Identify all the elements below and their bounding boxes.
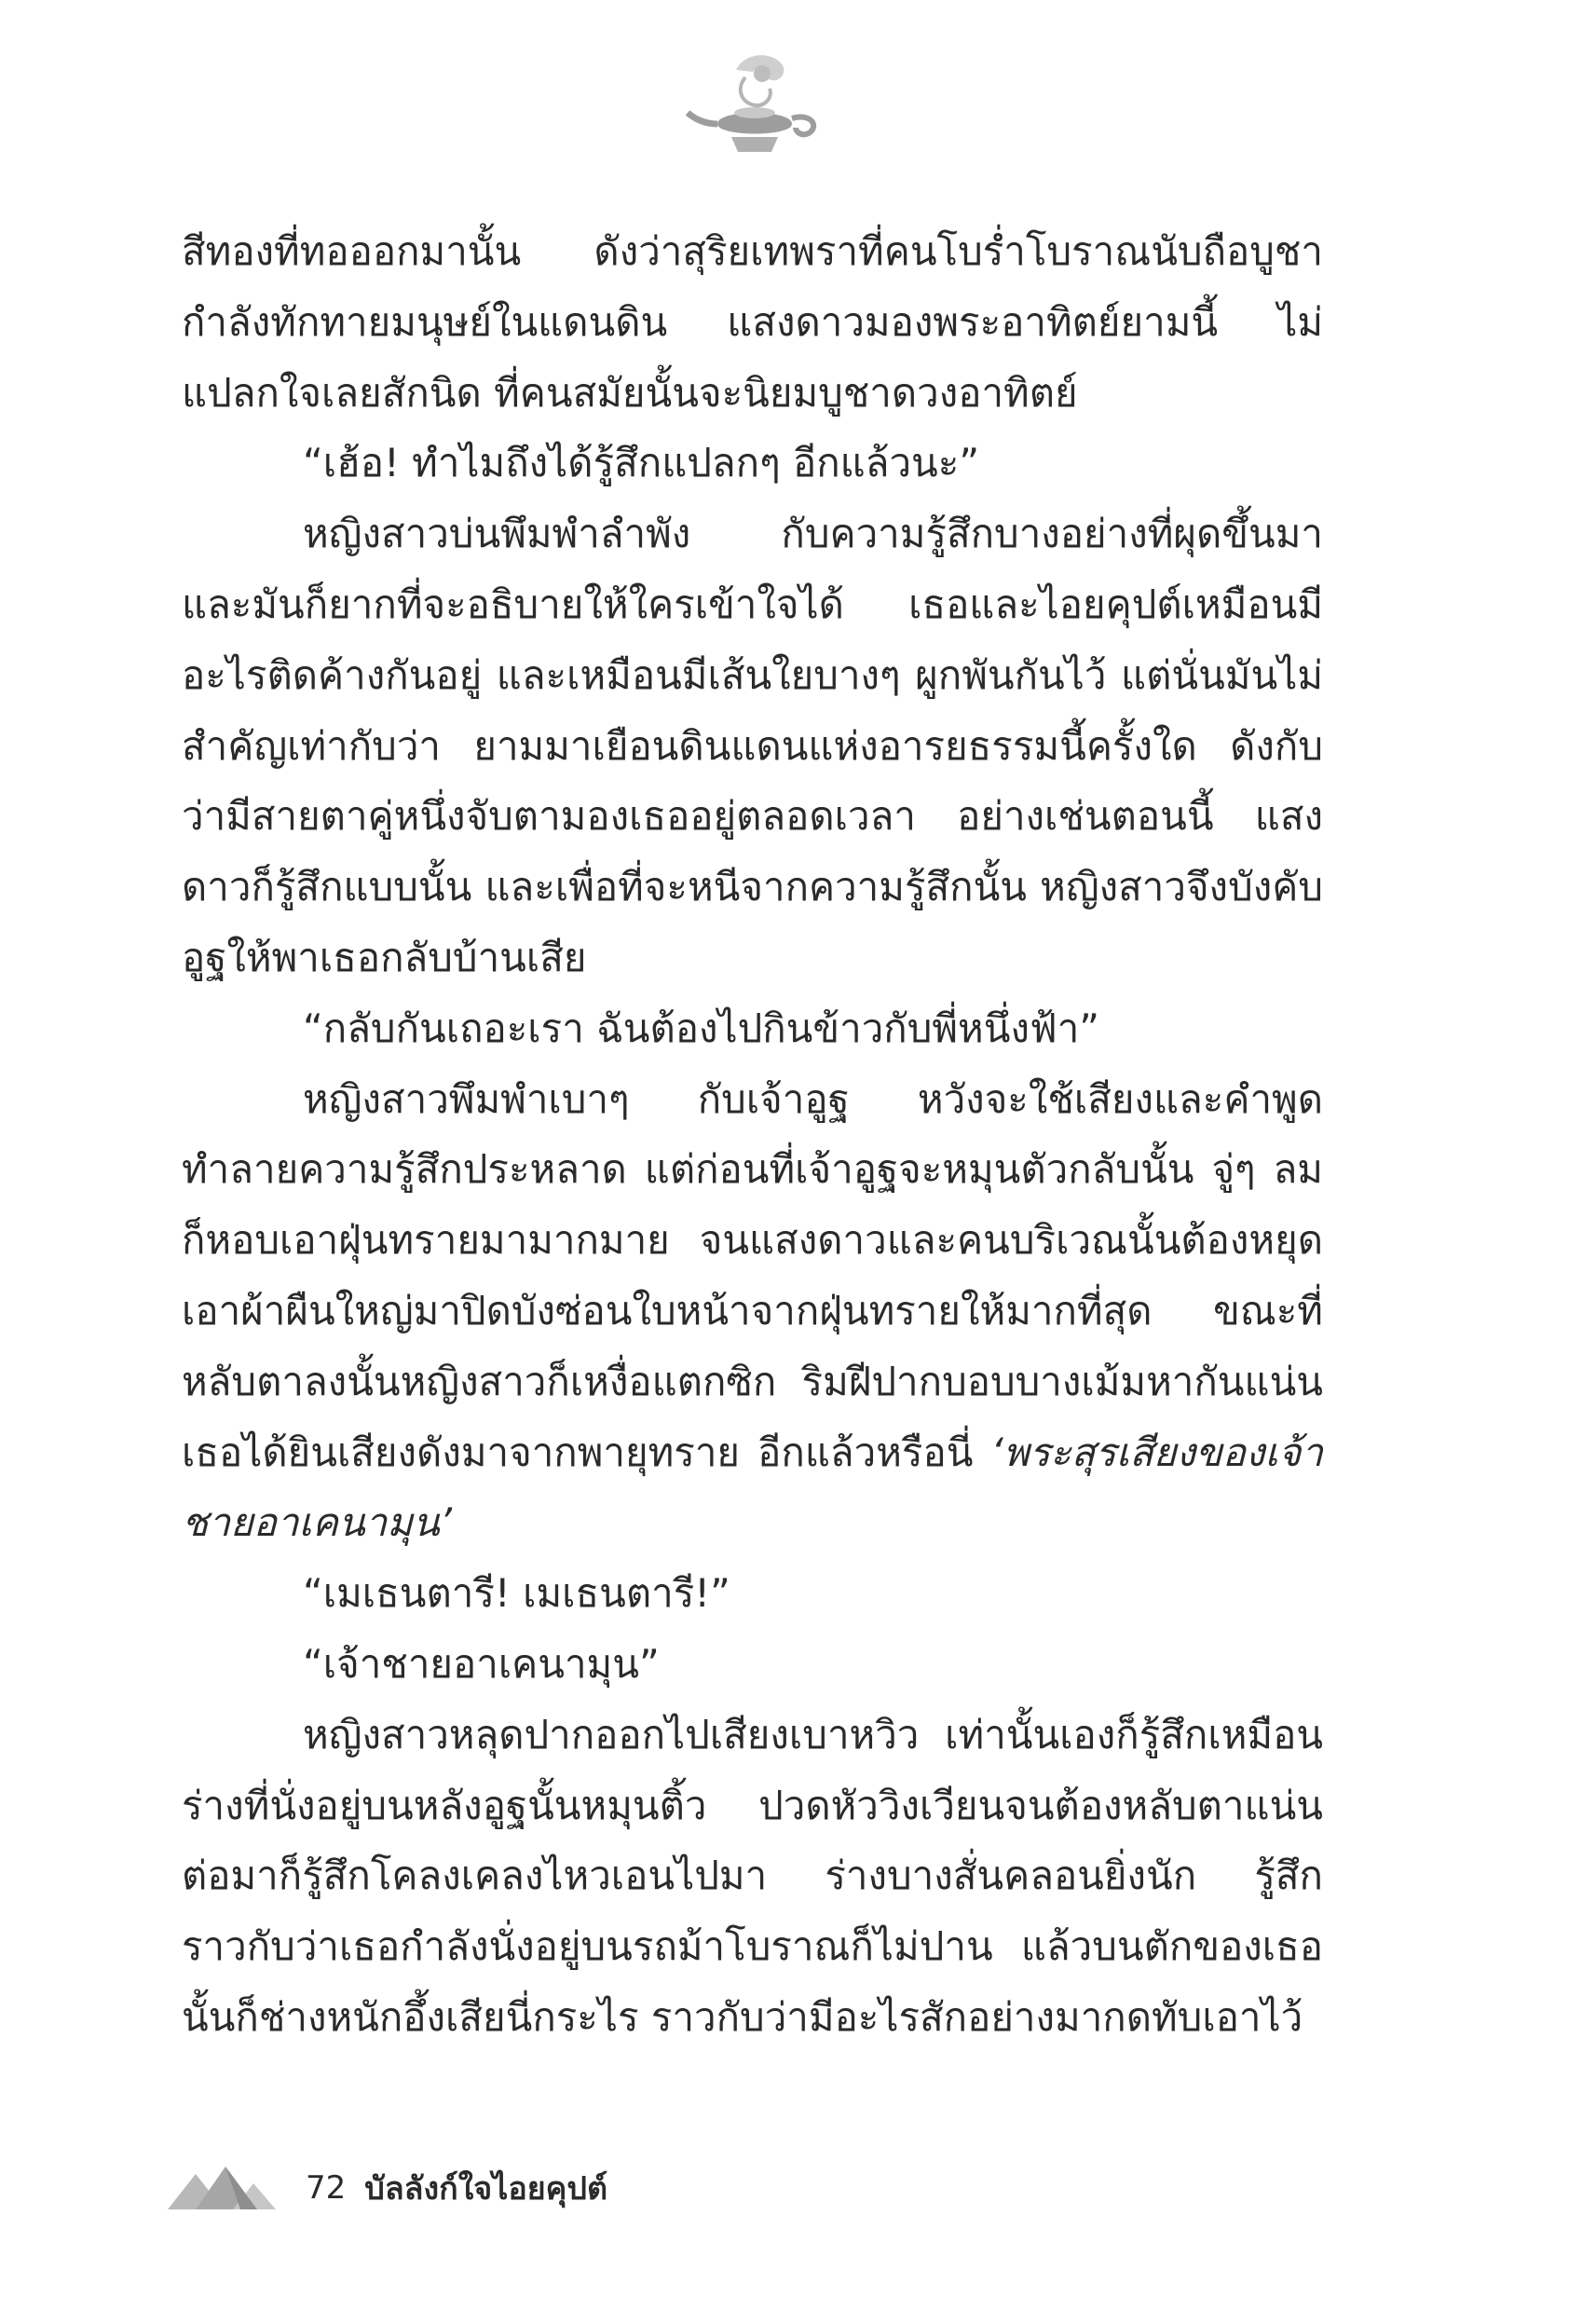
dialogue-line: “เจ้าชายอาเคนามุน” <box>303 1640 660 1687</box>
paragraph-text: หญิงสาวพึมพำเบาๆ กับเจ้าอูฐ หวังจะใช้เสียงและคำพูดทำลายความรู้สึกประหลาด แต่ก่อนที่เจ้าอูฐจะหมุนตัวกลับนั้น จู่ๆ ลมก็หอบเอาฝุ่นทรายมามากมาย จนแสงดาวและคนบริเวณนั้นต้องหยุดเอาผ้าผืนใหญ่มาปิดบังซ่อนใบหน้าจากฝุ่นทรายให้มากที่สุด ขณะที่หลับตาลงนั้นหญิงสาวก็เหงื่อแตกซิก ริมฝีปากบอบบางเม้มหากันแน่น เธอได้ยินเสียงดังมาจากพายุทราย อีกแล้วหรือนี่ <box>182 1075 1323 1475</box>
genie-lamp-icon <box>680 51 829 172</box>
paragraph <box>182 1064 1323 1559</box>
paragraph: หญิงสาวหลุดปากออกไปเสียงเบาหวิว เท่านั้นเองก็รู้สึกเหมือนร่างที่นั่งอยู่บนหลังอูฐนั้นหมุนติ้ว ปวดหัววิงเวียนจนต้องหลับตาแน่น ต่อมาก็รู้สึกโคลงเคลงไหวเอนไปมา ร่างบางสั่นคลอนยิ่งนัก รู้สึกราวกับว่าเธอกำลังนั่งอยู่บนรถม้าโบราณก็ไม่ปาน แล้วบนตักของเธอนั้นก็ช่างหนักอึ้งเสียนี่กระไร ราวกับว่ามีอะไรสักอย่างมากดทับเอาไว้ <box>182 1711 1323 2040</box>
dialogue-line: “เมเธนตารี! เมเธนตารี!” <box>303 1570 730 1617</box>
page-number: 72 <box>306 2169 347 2207</box>
paragraph: หญิงสาวบ่นพึมพำลำพัง กับความรู้สึกบางอย่างที่ผุดขึ้นมา และมันก็ยากที่จะอธิบายให้ใครเข้าใจได้ เธอและไอยคุปต์เหมือนมีอะไรติดค้างกันอยู่ และเหมือนมีเส้นใยบางๆ ผูกพันกันไว้ แต่นั่นมันไม่สำคัญเท่ากับว่า ยามมาเยือนดินแดนแห่งอารยธรรมนี้ครั้งใด ดังกับว่ามีสายตาคู่หนึ่งจับตามองเธออยู่ตลอดเวลา อย่างเช่นตอนนี้ แสงดาวก็รู้สึกแบบนั้น และเพื่อที่จะหนีจากความรู้สึกนั้น หญิงสาวจึงบังคับอูฐให้พาเธอกลับบ้านเสีย <box>182 511 1323 980</box>
dialogue-line: “เฮ้อ! ทำไมถึงได้รู้สึกแปลกๆ อีกแล้วนะ” <box>303 440 980 486</box>
italic-quote: ‘พระสุรเสียงของเจ้าชายอาเคนามุน’ <box>182 1429 1323 1546</box>
dialogue-line: “กลับกันเถอะเรา ฉันต้องไปกินข้าวกับพี่หนึ่งฟ้า” <box>303 1005 1100 1051</box>
book-title: บัลลังก์ใจไอยคุปต์ <box>364 2170 608 2208</box>
page-footer <box>168 2160 607 2216</box>
pyramids-icon <box>168 2165 280 2211</box>
paragraph: สีทองที่ทอออกมานั้น ดังว่าสุริยเทพราที่คนโบร่ำโบราณนับถือบูชา กำลังทักทายมนุษย์ในแดนดิน แสงดาวมองพระอาทิตย์ยามนี้ ไม่แปลกใจเลยสักนิด ที่คนสมัยนั้นจะนิยมบูชาดวงอาทิตย์ <box>182 228 1323 416</box>
body-text <box>182 216 1323 2053</box>
